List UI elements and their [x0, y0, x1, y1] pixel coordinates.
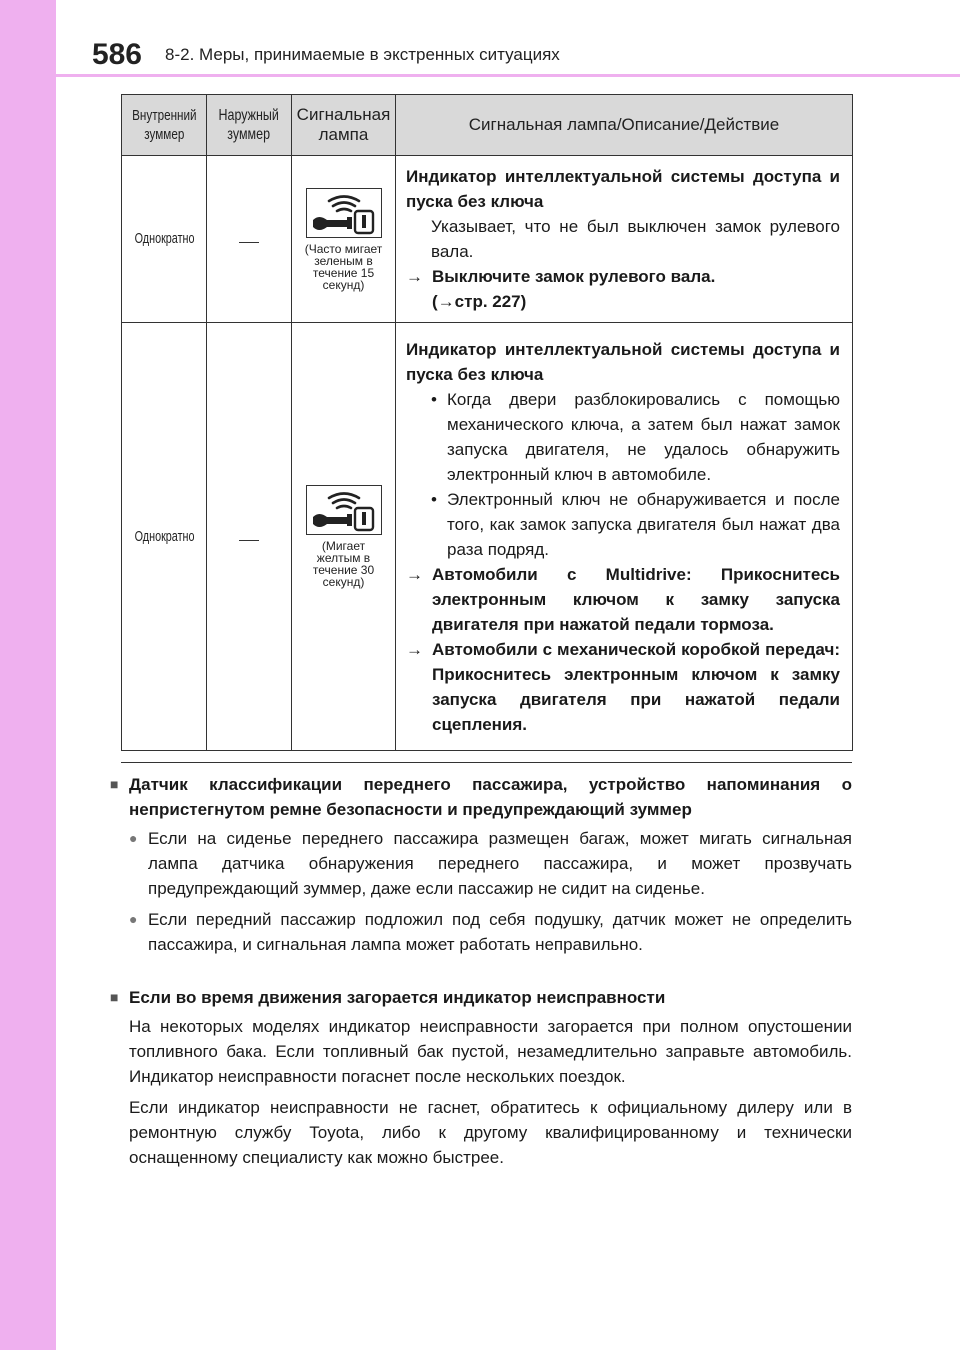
- page-number: 586: [91, 38, 142, 71]
- col-inner-buzzer: Внутренний зуммер: [122, 95, 207, 156]
- col-lamp: Сигнальная лампа: [292, 95, 396, 156]
- square-bullet-icon: ■: [110, 776, 119, 792]
- action-item: → Автомобили с механической коробкой передач: Прикоснитесь электронным ключом к замку запуска двигателя при нажатой педали сцепления.: [406, 637, 840, 737]
- table-row: [122, 323, 853, 751]
- square-bullet-icon: ■: [110, 989, 119, 1005]
- bullet-icon: •: [431, 389, 437, 409]
- bullet-item: • Когда двери разблокировались с помощью механического ключа, а затем был нажат замок запуска двигателя, не удалось обнаружить электронный ключ в автомобиле.: [406, 387, 840, 487]
- row-text: Указывает, что не был выключен замок рулевого вала.: [431, 217, 840, 261]
- bullet-icon: •: [431, 489, 437, 509]
- row-title: Индикатор интеллектуальной системы доступа и пуска без ключа: [406, 339, 840, 384]
- table-header-row: [122, 95, 853, 156]
- outer-buzzer-cell: [207, 156, 292, 323]
- outer-buzzer-cell: [207, 323, 292, 751]
- lamp-caption: (Часто мигает зеленым в течение 15 секунд): [304, 241, 383, 292]
- section-heading: ■ Если во время движения загорается индикатор неисправности: [110, 985, 852, 1010]
- section-passenger-sensor: [110, 772, 852, 957]
- lamp-caption: (Мигает желтым в течение 30 секунд): [312, 539, 375, 589]
- lamp-cell: [292, 156, 396, 323]
- smart-key-warning-icon: [306, 485, 382, 535]
- circle-bullet-icon: ●: [129, 830, 138, 846]
- warning-table: [121, 94, 853, 751]
- dash-mark: [239, 242, 259, 243]
- row-title: Индикатор интеллектуальной системы доступа и пуска без ключа: [406, 167, 840, 211]
- side-tab-strip: [0, 0, 56, 1350]
- header-rule: [56, 74, 960, 77]
- arrow-icon: →: [406, 564, 423, 584]
- dash-mark: [239, 540, 259, 541]
- page-reference: (→стр. 227): [432, 292, 527, 311]
- smart-key-warning-icon: [306, 188, 382, 238]
- col-description: Сигнальная лампа/Описание/Действие: [396, 95, 853, 156]
- section-divider: [121, 762, 852, 763]
- inner-buzzer-cell: Однократно: [122, 156, 207, 323]
- paragraph: На некоторых моделях индикатор неисправности загорается при полном опустошении топливного бака. Если топливный бак пустой, незамедлительно заправьте автомобиль. Индикатор неисправности погаснет после нескольких поездок.: [129, 1017, 852, 1086]
- page-header: [56, 0, 960, 78]
- table-row: [122, 156, 853, 323]
- col-outer-buzzer: Наружный зуммер: [207, 95, 292, 156]
- action-item: → Выключите замок рулевого вала.: [406, 264, 840, 289]
- chapter-title: 8-2. Меры, принимаемые в экстренных ситуациях: [165, 45, 560, 64]
- bullet-item: • Электронный ключ не обнаруживается и после того, как замок запуска двигателя был нажат два раза подряд.: [406, 487, 840, 562]
- list-item: ● Если передний пассажир подложил под себя подушку, датчик может не определить пассажира, и сигнальная лампа может работать неправильно.: [129, 907, 852, 957]
- lamp-cell: [292, 323, 396, 751]
- inner-buzzer-cell: Однократно: [122, 323, 207, 751]
- description-cell: [396, 156, 853, 323]
- circle-bullet-icon: ●: [129, 911, 138, 927]
- description-cell: [396, 323, 853, 751]
- arrow-icon: →: [406, 267, 423, 286]
- section-heading: ■ Датчик классификации переднего пассажира, устройство напоминания о непристегнутом ремне безопасности и предупреждающий зуммер: [110, 772, 852, 822]
- arrow-icon: →: [406, 639, 423, 659]
- action-item: → Автомобили с Multidrive: Прикоснитесь электронным ключом к замку запуска двигателя при нажатой педали тормоза.: [406, 562, 840, 637]
- paragraph: Если индикатор неисправности не гаснет, обратитесь к официальному дилеру или в ремонтную службу Toyota, либо к другому квалифицированному и технически оснащенному специалисту как можно быстрее.: [129, 1098, 852, 1167]
- section-malfunction-indicator: [110, 985, 852, 1170]
- list-item: ● Если на сиденье переднего пассажира размещен багаж, может мигать сигнальная лампа датчика обнаружения переднего пассажира, и может прозвучать предупреждающий зуммер, даже если пассажир не сидит на сиденье.: [129, 826, 852, 901]
